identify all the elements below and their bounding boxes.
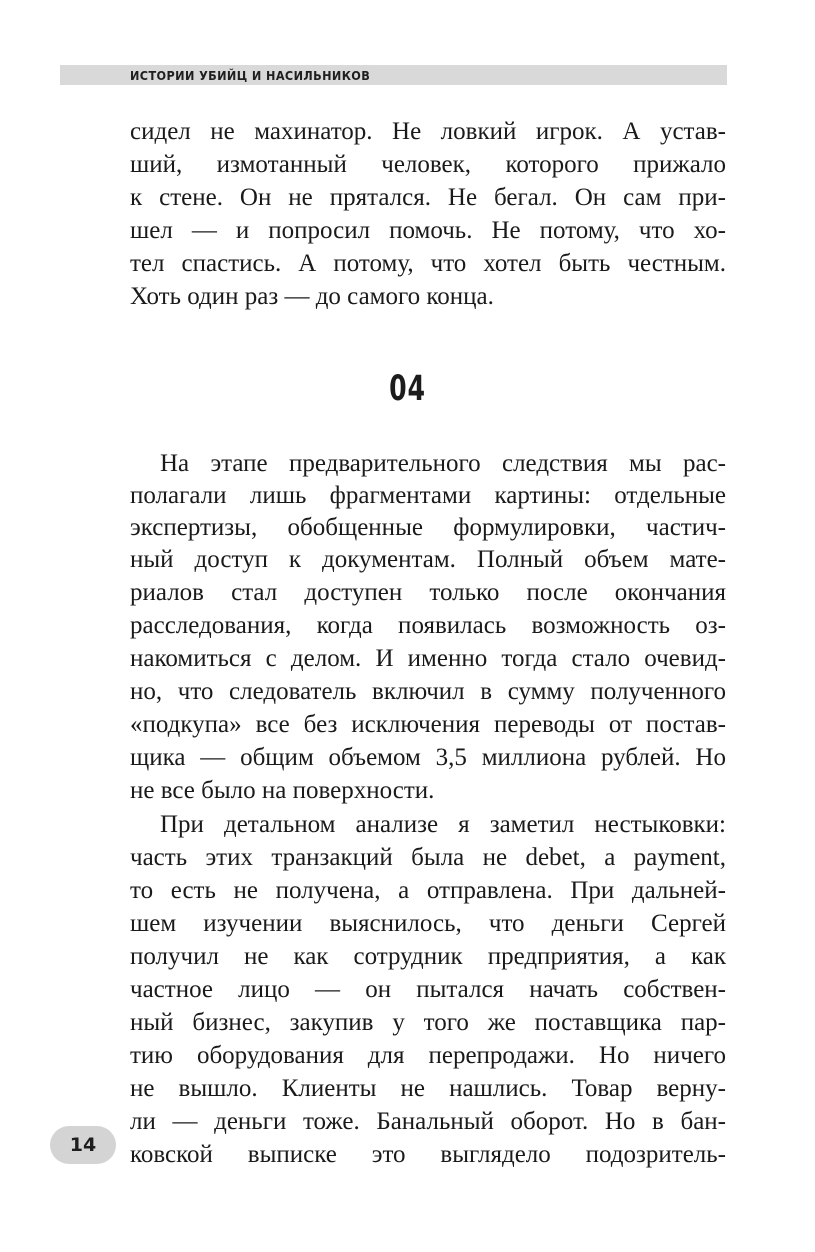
- text-line: то есть не получена, а отправлена. При дальней-: [130, 877, 726, 904]
- text-line: не вышло. Клиенты не нашлись. Товар верну-: [130, 1075, 726, 1102]
- page-number-badge: 14: [50, 1126, 116, 1164]
- text-line: тел спастись. А потому, что хотел быть честным.: [130, 250, 726, 277]
- text-line: часть этих транзакций была не debet, а payment,: [130, 844, 726, 871]
- text-line: ли — деньги тоже. Банальный оборот. Но в бан-: [130, 1108, 726, 1135]
- text-line: не все было на поверхности.: [130, 777, 435, 804]
- text-line: ный доступ к документам. Полный объем мате-: [130, 546, 726, 573]
- text-line: шем изучении выяснилось, что деньги Сергей: [130, 910, 726, 937]
- text-line: экспертизы, обобщенные формулировки, частич-: [130, 514, 726, 541]
- text-line: сидел не махинатор. Не ловкий игрок. А устав-: [130, 118, 726, 145]
- text-line: ший, измотанный человек, которого прижало: [130, 151, 726, 178]
- text-line: шел — и попросил помочь. Не потому, что хо-: [130, 217, 726, 244]
- text-line: частное лицо — он пытался начать собствен-: [130, 976, 726, 1003]
- text-line: полагали лишь фрагментами картины: отдельные: [130, 482, 726, 509]
- running-header-title: ИСТОРИИ УБИЙЦ И НАСИЛЬНИКОВ: [130, 68, 371, 83]
- chapter-number: 04: [389, 369, 426, 409]
- text-line: расследования, когда появилась возможность оз-: [130, 612, 726, 639]
- text-line: но, что следователь включил в сумму полученного: [130, 678, 726, 705]
- text-line: ковской выписке это выглядело подозритель-: [130, 1141, 726, 1168]
- text-line: риалов стал доступен только после окончания: [130, 579, 726, 606]
- text-line: щика — общим объемом 3,5 миллиона рублей. Но: [130, 744, 726, 771]
- text-line: «подкупа» все без исключения переводы от постав-: [130, 711, 726, 738]
- text-line: ный бизнес, закупив у того же поставщика пар-: [130, 1009, 726, 1036]
- text-line: к стене. Он не прятался. Не бегал. Он сам при-: [130, 184, 726, 211]
- text-line: Хоть один раз — до самого конца.: [130, 283, 494, 310]
- text-line: накомиться с делом. И именно тогда стало очевид-: [130, 645, 726, 672]
- text-line: получил не как сотрудник предприятия, а как: [130, 943, 726, 970]
- text-line: тию оборудования для перепродажи. Но ничего: [130, 1042, 726, 1069]
- paragraph-first-line: На этапе предварительного следствия мы рас-: [160, 450, 726, 477]
- paragraph-first-line: При детальном анализе я заметил нестыковки:: [160, 811, 726, 838]
